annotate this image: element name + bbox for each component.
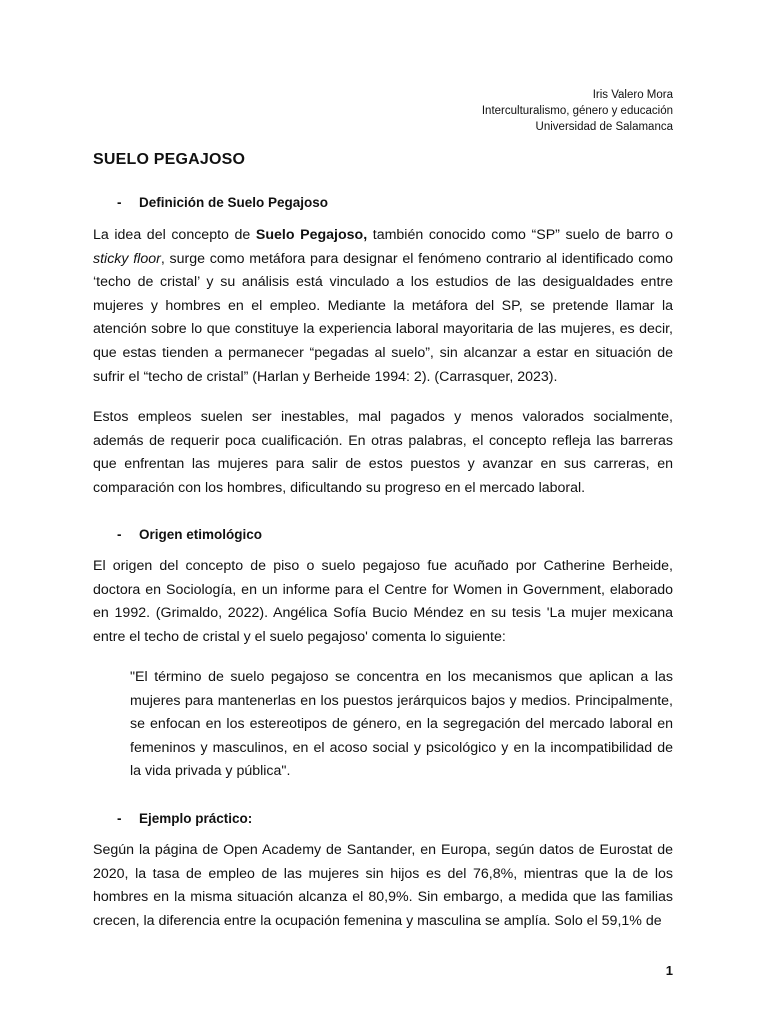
page-number: 1 bbox=[665, 963, 673, 978]
paragraph-definition bbox=[93, 224, 673, 389]
italic-term: sticky floor bbox=[93, 250, 161, 267]
author-name: Iris Valero Mora bbox=[592, 89, 673, 101]
section-heading-text: Origen etimológico bbox=[139, 527, 263, 542]
section-heading-origin bbox=[117, 527, 262, 542]
paragraph-example: Según la página de Open Academy de Santander, en Europa, según datos de Eurostat de 2020, la tasa de empleo de las mujeres sin hijos es del 76,8%, mientras que la de los hombres en la misma situación alcanza el 80,9%. Sin embargo, a medida que las familias crecen, la diferencia entre la ocupación femenina y masculina se amplía. Solo el 59,1% de bbox=[93, 842, 673, 929]
page-header bbox=[482, 87, 673, 135]
bold-term: Suelo Pegajoso, bbox=[255, 227, 368, 243]
course-name: Interculturalismo, género y educación bbox=[481, 105, 673, 117]
bullet-dash: - bbox=[117, 527, 122, 542]
text-run: también conocido como “SP” suelo de barro o bbox=[367, 227, 673, 243]
paragraph-employment: Estos empleos suelen ser inestables, mal pagados y menos valorados socialmente, además de requerir poca cualificación. En otras palabras, el concepto refleja las barreras que enfrentan las mujeres para salir de estos puestos y avanzar en sus carreras, en comparación con los hombres, dificultando su progreso en el mercado laboral. bbox=[93, 409, 673, 496]
text-run: La idea del concepto de bbox=[93, 227, 256, 243]
section-heading-text: Ejemplo práctico: bbox=[139, 811, 253, 826]
block-quote: "El término de suelo pegajoso se concentra en los mecanismos que aplican a las mujeres para mantenerlas en los puestos jerárquicos bajos y medios. Principalmente, se enfocan en los estereotipos de género, en la segregación del mercado laboral en femeninos y masculinos, en el acoso social y psicológico y en la incompatibilidad de la vida privada y pública". bbox=[130, 669, 673, 780]
university-name: Universidad de Salamanca bbox=[535, 121, 673, 133]
section-heading-example bbox=[117, 811, 252, 826]
document-title: SUELO PEGAJOSO bbox=[93, 151, 246, 168]
section-heading-definition bbox=[117, 195, 328, 210]
bullet-dash: - bbox=[117, 195, 122, 210]
paragraph-origin: El origen del concepto de piso o suelo pegajoso fue acuñado por Catherine Berheide, doctora en Sociología, en un informe para el Centre for Women in Government, elaborado en 1992. (Grimaldo, 2022). Angélica Sofía Bucio Méndez en su tesis 'La mujer mexicana entre el techo de cristal y el suelo pegajoso' comenta lo siguiente: bbox=[93, 558, 673, 645]
section-heading-text: Definición de Suelo Pegajoso bbox=[139, 195, 329, 210]
bullet-dash: - bbox=[117, 811, 122, 826]
text-run: , surge como metáfora para designar el fenómeno contrario al identificado como ‘techo de cristal’ y su análisis está vinculado a los estudios de las desigualdades entre mujeres y hombres en el empleo. Mediante la metáfora del SP, se pretende llamar la atención sobre lo que constituye la experiencia laboral mayoritaria de las mujeres, es decir, que estas tienden a permanecer “pegadas al suelo”, sin alcanzar a estar en situación de sufrir el “techo de cristal” (Harlan y Berheide 1994: 2). (Carrasquer, 2023). bbox=[93, 250, 673, 385]
